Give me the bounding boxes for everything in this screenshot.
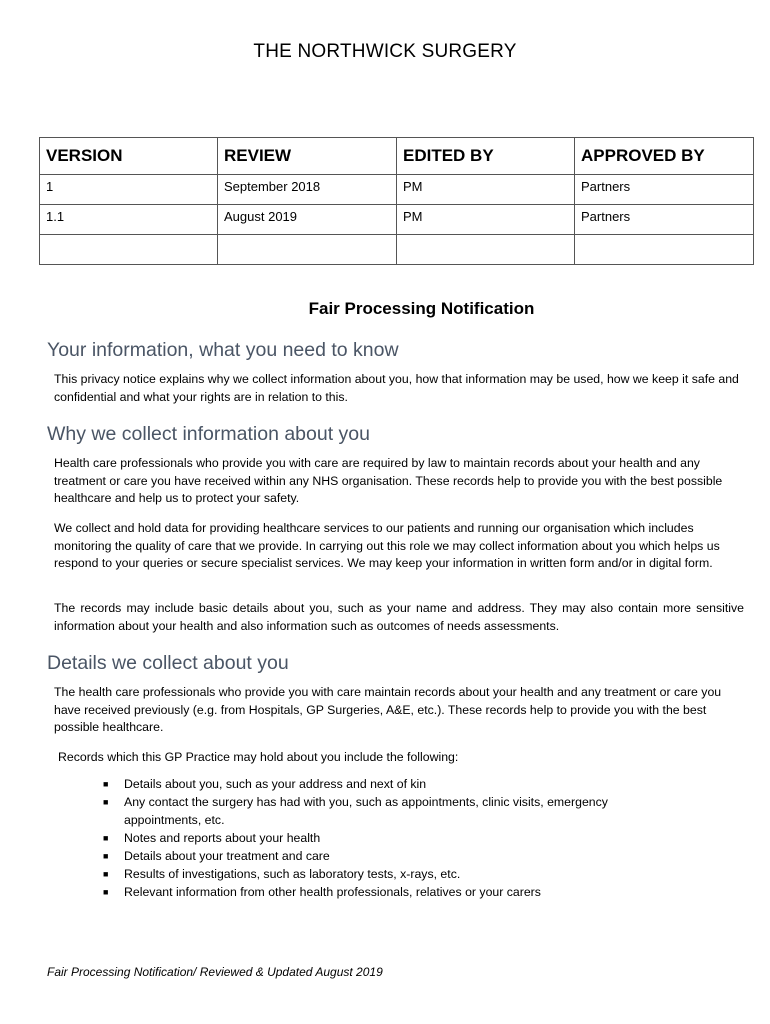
table-cell: Partners [575, 175, 754, 205]
table-header-row [40, 138, 754, 175]
paragraph: We collect and hold data for providing healthcare services to our patients and running our organisation which includes monitoring the quality of care that we provide. In carrying out this role we may collect information about you which helps us respond to your queries or secure specialist services. We may keep your information in written form and/or in digital form. [54, 521, 720, 570]
table-cell: Partners [575, 205, 754, 235]
table-cell [40, 235, 218, 265]
list-item: ■ Details about you, such as your address and next of kin [103, 776, 663, 794]
table-cell: PM [397, 205, 575, 235]
table-row [40, 175, 754, 205]
table-cell: August 2019 [218, 205, 397, 235]
document-heading: Fair Processing Notification [308, 299, 535, 318]
section-heading-details-we-collect: Details we collect about you [47, 652, 289, 674]
list-item: ■ Results of investigations, such as laboratory tests, x-rays, etc. [103, 866, 663, 884]
bullet-icon: ■ [103, 779, 109, 789]
paragraph: The health care professionals who provide you with care maintain records about your health and any treatment or care you have received previously (e.g. from Hospitals, GP Surgeries, A&E, etc.). These records help to provide you with the best possible healthcare. [54, 685, 722, 734]
table-cell: September 2018 [218, 175, 397, 205]
table-cell [575, 235, 754, 265]
list-item: ■ Details about your treatment and care [103, 848, 663, 866]
column-header-version: VERSION [40, 138, 218, 175]
table-row [40, 235, 754, 265]
column-header-review: REVIEW [218, 138, 397, 175]
bullet-icon: ■ [103, 832, 109, 843]
version-table [39, 137, 754, 265]
table-row [40, 205, 754, 235]
bullet-icon: ■ [103, 886, 109, 897]
bullet-icon: ■ [103, 868, 109, 879]
table-cell: PM [397, 175, 575, 205]
section-heading-why-we-collect: Why we collect information about you [47, 423, 370, 445]
page-footer: Fair Processing Notification/ Reviewed & Updated August 2019 [47, 965, 383, 979]
table-cell: 1.1 [40, 205, 218, 235]
table-cell: 1 [40, 175, 218, 205]
list-item: ■ Any contact the surgery has had with you, such as appointments, clinic visits, emergency appointments, etc. [103, 795, 608, 827]
table-cell [397, 235, 575, 265]
paragraph: This privacy notice explains why we collect information about you, how that information may be used, how we keep it safe and confidential and what your rights are in relation to this. [54, 372, 739, 404]
records-list [103, 776, 663, 902]
table-cell [218, 235, 397, 265]
column-header-approved-by: APPROVED BY [575, 138, 754, 175]
paragraph: The records may include basic details about you, such as your name and address. They may also contain more sensitive information about your health and also information such as outcomes of needs assessments. [54, 601, 744, 633]
paragraph: Records which this GP Practice may hold about you include the following: [58, 750, 459, 764]
bullet-icon: ■ [103, 850, 109, 861]
list-item: ■ Notes and reports about your health [103, 830, 663, 848]
paragraph: Health care professionals who provide you with care are required by law to maintain records about your health and any treatment or care you have received within any NHS organisation. These records help to provide you with the best possible healthcare and help us to protect your safety. [54, 456, 723, 505]
page-title: THE NORTHWICK SURGERY [253, 41, 517, 62]
column-header-edited-by: EDITED BY [397, 138, 575, 175]
bullet-icon: ■ [103, 797, 109, 807]
section-heading-your-information: Your information, what you need to know [47, 339, 399, 361]
list-item: ■ Relevant information from other health professionals, relatives or your carers [103, 884, 663, 902]
